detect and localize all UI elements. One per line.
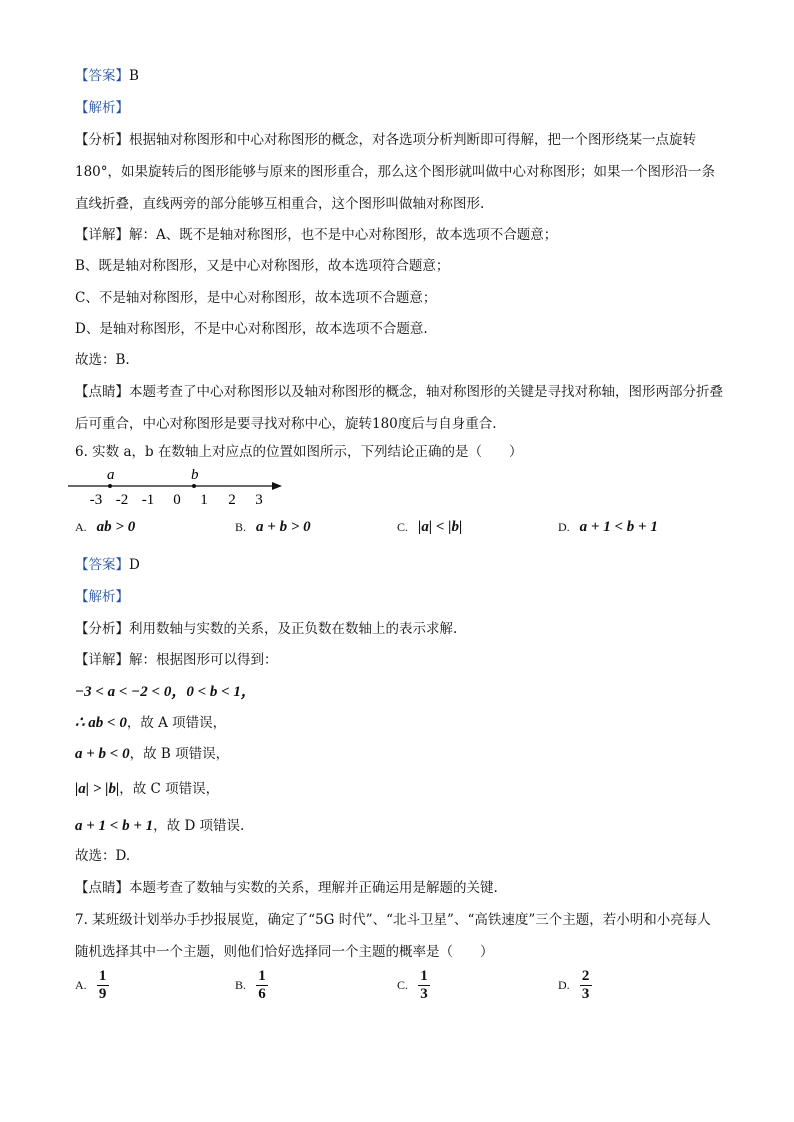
q7-option-c: [397, 968, 430, 1003]
fenxi-text: 根据轴对称图形和中心对称图形的概念，对各选项分析判断即可得解，把一个图形绕某一点旋转180°，如果旋转后的图形能够与原来的图形重合，那么这个图形就叫做中心对称图形；如果一个图形沿一条直线折叠，直线两旁的部分能够互相重合，这个图形叫做轴对称图形.: [75, 132, 716, 212]
option-label: B.: [235, 520, 247, 534]
fraction: [97, 968, 109, 1003]
q7-option-a: [75, 968, 109, 1003]
step-text: ，故 C 项错误，: [119, 781, 220, 797]
q6-step-1: [75, 682, 256, 702]
axis-arrow: [272, 482, 282, 490]
option-expr: a + 1 < b + 1: [579, 519, 658, 535]
q6-step-5: [75, 816, 244, 836]
answer-value: D: [129, 557, 140, 573]
number-line-figure: [68, 465, 288, 510]
option-label: A.: [75, 520, 87, 534]
q6-step-4: [75, 779, 219, 799]
tick-label: 3: [255, 492, 263, 508]
option-label: C.: [397, 520, 409, 534]
point-b-label: b: [191, 467, 199, 483]
dianjing-text: 本题考查了数轴与实数的关系，理解并正确运用是解题的关键.: [129, 880, 498, 896]
answer-tag: 【答案】: [75, 557, 129, 573]
dianjing-tag: 【点睛】: [75, 880, 129, 896]
q6-choose: 故选：D.: [75, 848, 131, 864]
tick-label: -2: [115, 492, 129, 508]
step-text: ，故 D 项错误.: [153, 818, 245, 834]
numerator: 1: [258, 968, 266, 984]
q5-fenxi: [75, 124, 723, 220]
step-text: ，故 B 项错误，: [129, 746, 230, 762]
q6-analysis-tag: 【解析】: [75, 589, 129, 605]
answer-value: B: [129, 68, 139, 84]
numerator: 1: [420, 968, 428, 984]
q7-option-d: [558, 968, 592, 1003]
q7-stem: 7. 某班级计划举办手抄报展览，确定了“5G 时代”、“北斗卫星”、“高铁速度”三个主题，若小明和小亮每人随机选择其中一个主题，则他们恰好选择同一个主题的概率是（ ）: [75, 912, 711, 960]
answer-tag: 【答案】: [75, 68, 129, 84]
dianjing-tag: 【点睛】: [75, 384, 129, 400]
denominator: 9: [98, 986, 107, 1002]
fraction: [580, 968, 592, 1003]
q5-answer-line: [75, 66, 139, 86]
detail-text: 解：A、既不是轴对称图形，也不是中心对称图形，故本选项不合题意；: [129, 227, 558, 243]
q6-step-2: [75, 713, 226, 733]
detail-tag: 【详解】: [75, 227, 129, 243]
numerator: 1: [98, 968, 107, 984]
option-label: B.: [235, 978, 247, 992]
q6-fenxi: [75, 619, 457, 639]
fraction: [418, 968, 430, 1003]
denominator: 3: [420, 986, 428, 1002]
q6-detail: [75, 650, 278, 670]
option-label: D.: [558, 520, 570, 534]
denominator: 6: [258, 986, 266, 1002]
q5-detail-line-4: D、是轴对称图形，不是中心对称图形，故本选项不合题意.: [75, 321, 428, 337]
step-math: |a| > |b|: [75, 781, 120, 797]
q6-dianjing: [75, 878, 498, 898]
q6-step-3: [75, 744, 229, 764]
tick-label: -1: [141, 492, 155, 508]
step-math: ∴ ab < 0: [75, 715, 127, 731]
tick-label: 2: [228, 492, 236, 508]
denominator: 3: [581, 986, 590, 1002]
step-math: −3 < a < −2 < 0，0 < b < 1，: [75, 684, 256, 700]
q5-detail-line-3: C、不是轴对称图形，是中心对称图形，故本选项不合题意；: [75, 290, 437, 306]
step-math: a + 1 < b + 1: [75, 818, 154, 834]
fenxi-text: 利用数轴与实数的关系，及正负数在数轴上的表示求解.: [129, 621, 458, 637]
option-label: D.: [558, 978, 570, 992]
q6-answer-line: [75, 555, 140, 575]
q6-option-c: [397, 519, 462, 536]
dianjing-text: 本题考查了中心对称图形以及轴对称图形的概念，轴对称图形的关键是寻找对称轴，图形两部分折叠后可重合，中心对称图形是要寻找对称中心，旋转180度后与自身重合.: [75, 384, 723, 432]
tick-label: 1: [200, 492, 208, 508]
q5-detail-line-2: B、既是轴对称图形，又是中心对称图形，故本选项符合题意；: [75, 258, 450, 274]
option-label: C.: [397, 978, 409, 992]
detail-tag: 【详解】: [75, 652, 129, 668]
q5-analysis-tag: 【解析】: [75, 100, 129, 116]
option-expr: |a| < |b|: [418, 519, 463, 535]
tick-label: 0: [173, 492, 181, 508]
q6-option-d: [558, 519, 658, 536]
detail-text: 解：根据图形可以得到：: [129, 652, 278, 668]
point-a: [108, 484, 112, 488]
numerator: 2: [581, 968, 590, 984]
option-label: A.: [75, 978, 87, 992]
fenxi-tag: 【分析】: [75, 132, 129, 148]
q6-option-a: [75, 519, 135, 536]
option-expr: a + b > 0: [256, 519, 311, 535]
point-a-label: a: [107, 467, 115, 483]
q6-stem: 6. 实数 a，b 在数轴上对应点的位置如图所示，下列结论正确的是（ ）: [75, 444, 523, 460]
option-expr: ab > 0: [96, 519, 136, 535]
q6-option-b: [235, 519, 311, 536]
fenxi-tag: 【分析】: [75, 621, 129, 637]
q5-detail-line-1: [75, 225, 557, 245]
q7-option-b: [235, 968, 268, 1003]
step-math: a + b < 0: [75, 746, 130, 762]
q5-choose: 故选：B.: [75, 352, 130, 368]
step-text: ，故 A 项错误，: [126, 715, 227, 731]
tick-label: -3: [89, 492, 103, 508]
q5-dianjing: [75, 376, 723, 440]
point-b: [192, 484, 196, 488]
fraction: [256, 968, 268, 1003]
